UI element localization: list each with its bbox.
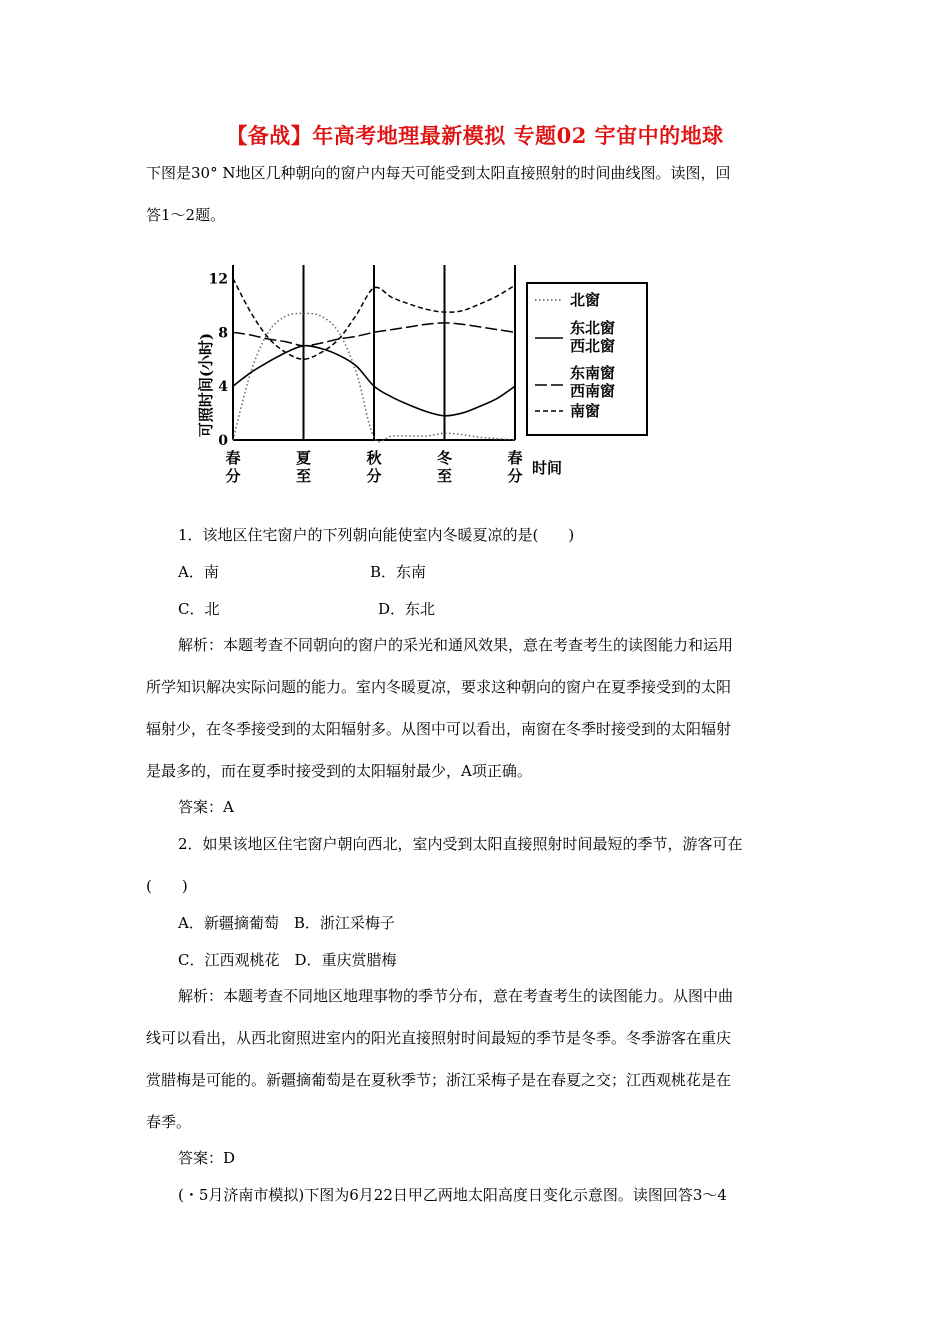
intro-line-1: 下图是30° N地区几种朝向的窗户内每天可能受到太阳直接照射的时间曲线图。读图，回 [146, 164, 731, 182]
intro-line-2: 答1～2题。 [146, 206, 226, 224]
next-question-intro: (・5月济南市模拟)下图为6月22日甲乙两地太阳高度日变化示意图。读图回答3～4 [178, 1186, 727, 1204]
q2-answer: 答案：D [178, 1149, 236, 1167]
y-tick-label: 12 [208, 271, 228, 288]
y-axis-label: 可照时间(小时) [197, 332, 215, 438]
q2-options-ab: A．新疆摘葡萄 B．浙江采梅子 [178, 914, 395, 932]
q2-analysis-line: 线可以看出，从西北窗照进室内的阳光直接照射时间最短的季节是冬季。冬季游客在重庆 [146, 1029, 732, 1047]
q2-analysis-line: 解析：本题考查不同地区地理事物的季节分布，意在考查考生的读图能力。从图中曲 [178, 987, 734, 1005]
y-tick-label: 4 [218, 379, 228, 396]
legend-label-northeast: 东北窗 [570, 319, 616, 337]
legend-label-north: 北窗 [570, 291, 601, 309]
x-category-label: 冬至 [436, 449, 453, 485]
q1-option-b: B．东南 [370, 563, 427, 581]
legend-label-northwest: 西北窗 [570, 337, 616, 355]
q1-option-d: D．东北 [378, 600, 436, 618]
q1-option-c: C．北 [178, 600, 220, 618]
question-2-stem: 2．如果该地区住宅窗户朝向西北，室内受到太阳直接照射时间最短的季节，游客可在 [178, 835, 743, 853]
page-title: 【备战】年高考地理最新模拟 专题02 宇宙中的地球 [226, 123, 724, 148]
x-axis-label: 时间 [532, 459, 563, 477]
q2-analysis-line: 春季。 [146, 1113, 192, 1131]
q2-analysis-line: 赏腊梅是可能的。新疆摘葡萄是在夏秋季节；浙江采梅子是在春夏之交；江西观桃花是在 [146, 1071, 732, 1089]
x-category-label: 春分 [225, 449, 241, 485]
x-category-label: 秋分 [366, 449, 382, 485]
legend-label-south: 南窗 [570, 402, 601, 420]
question-1-stem: 1．该地区住宅窗户的下列朝向能使室内冬暖夏凉的是( ) [178, 526, 575, 544]
legend-label-southwest: 西南窗 [570, 382, 616, 400]
y-tick-label: 0 [218, 433, 228, 449]
y-tick-label: 8 [218, 325, 228, 342]
q1-option-a: A．南 [178, 563, 219, 581]
x-category-label: 春分 [507, 449, 523, 485]
q1-analysis-line: 辐射少，在冬季接受到的太阳辐射多。从图中可以看出，南窗在冬季时接受到的太阳辐射 [146, 720, 732, 738]
q1-analysis-line: 所学知识解决实际问题的能力。室内冬暖夏凉，要求这种朝向的窗户在夏季接受到的太阳 [146, 678, 732, 696]
x-category-label: 夏至 [295, 449, 312, 485]
q2-options-cd: C．江西观桃花 D．重庆赏腊梅 [178, 951, 397, 969]
sunlight-duration-chart [197, 255, 655, 495]
q1-answer: 答案：A [178, 798, 234, 816]
q1-analysis-line: 是最多的，而在夏季时接受到的太阳辐射最少，A项正确。 [146, 762, 532, 780]
legend-label-southeast: 东南窗 [570, 364, 616, 382]
q1-analysis-line: 解析：本题考查不同朝向的窗户的采光和通风效果，意在考查考生的读图能力和运用 [178, 636, 734, 654]
question-2-stem-bracket: ( ) [146, 877, 188, 895]
